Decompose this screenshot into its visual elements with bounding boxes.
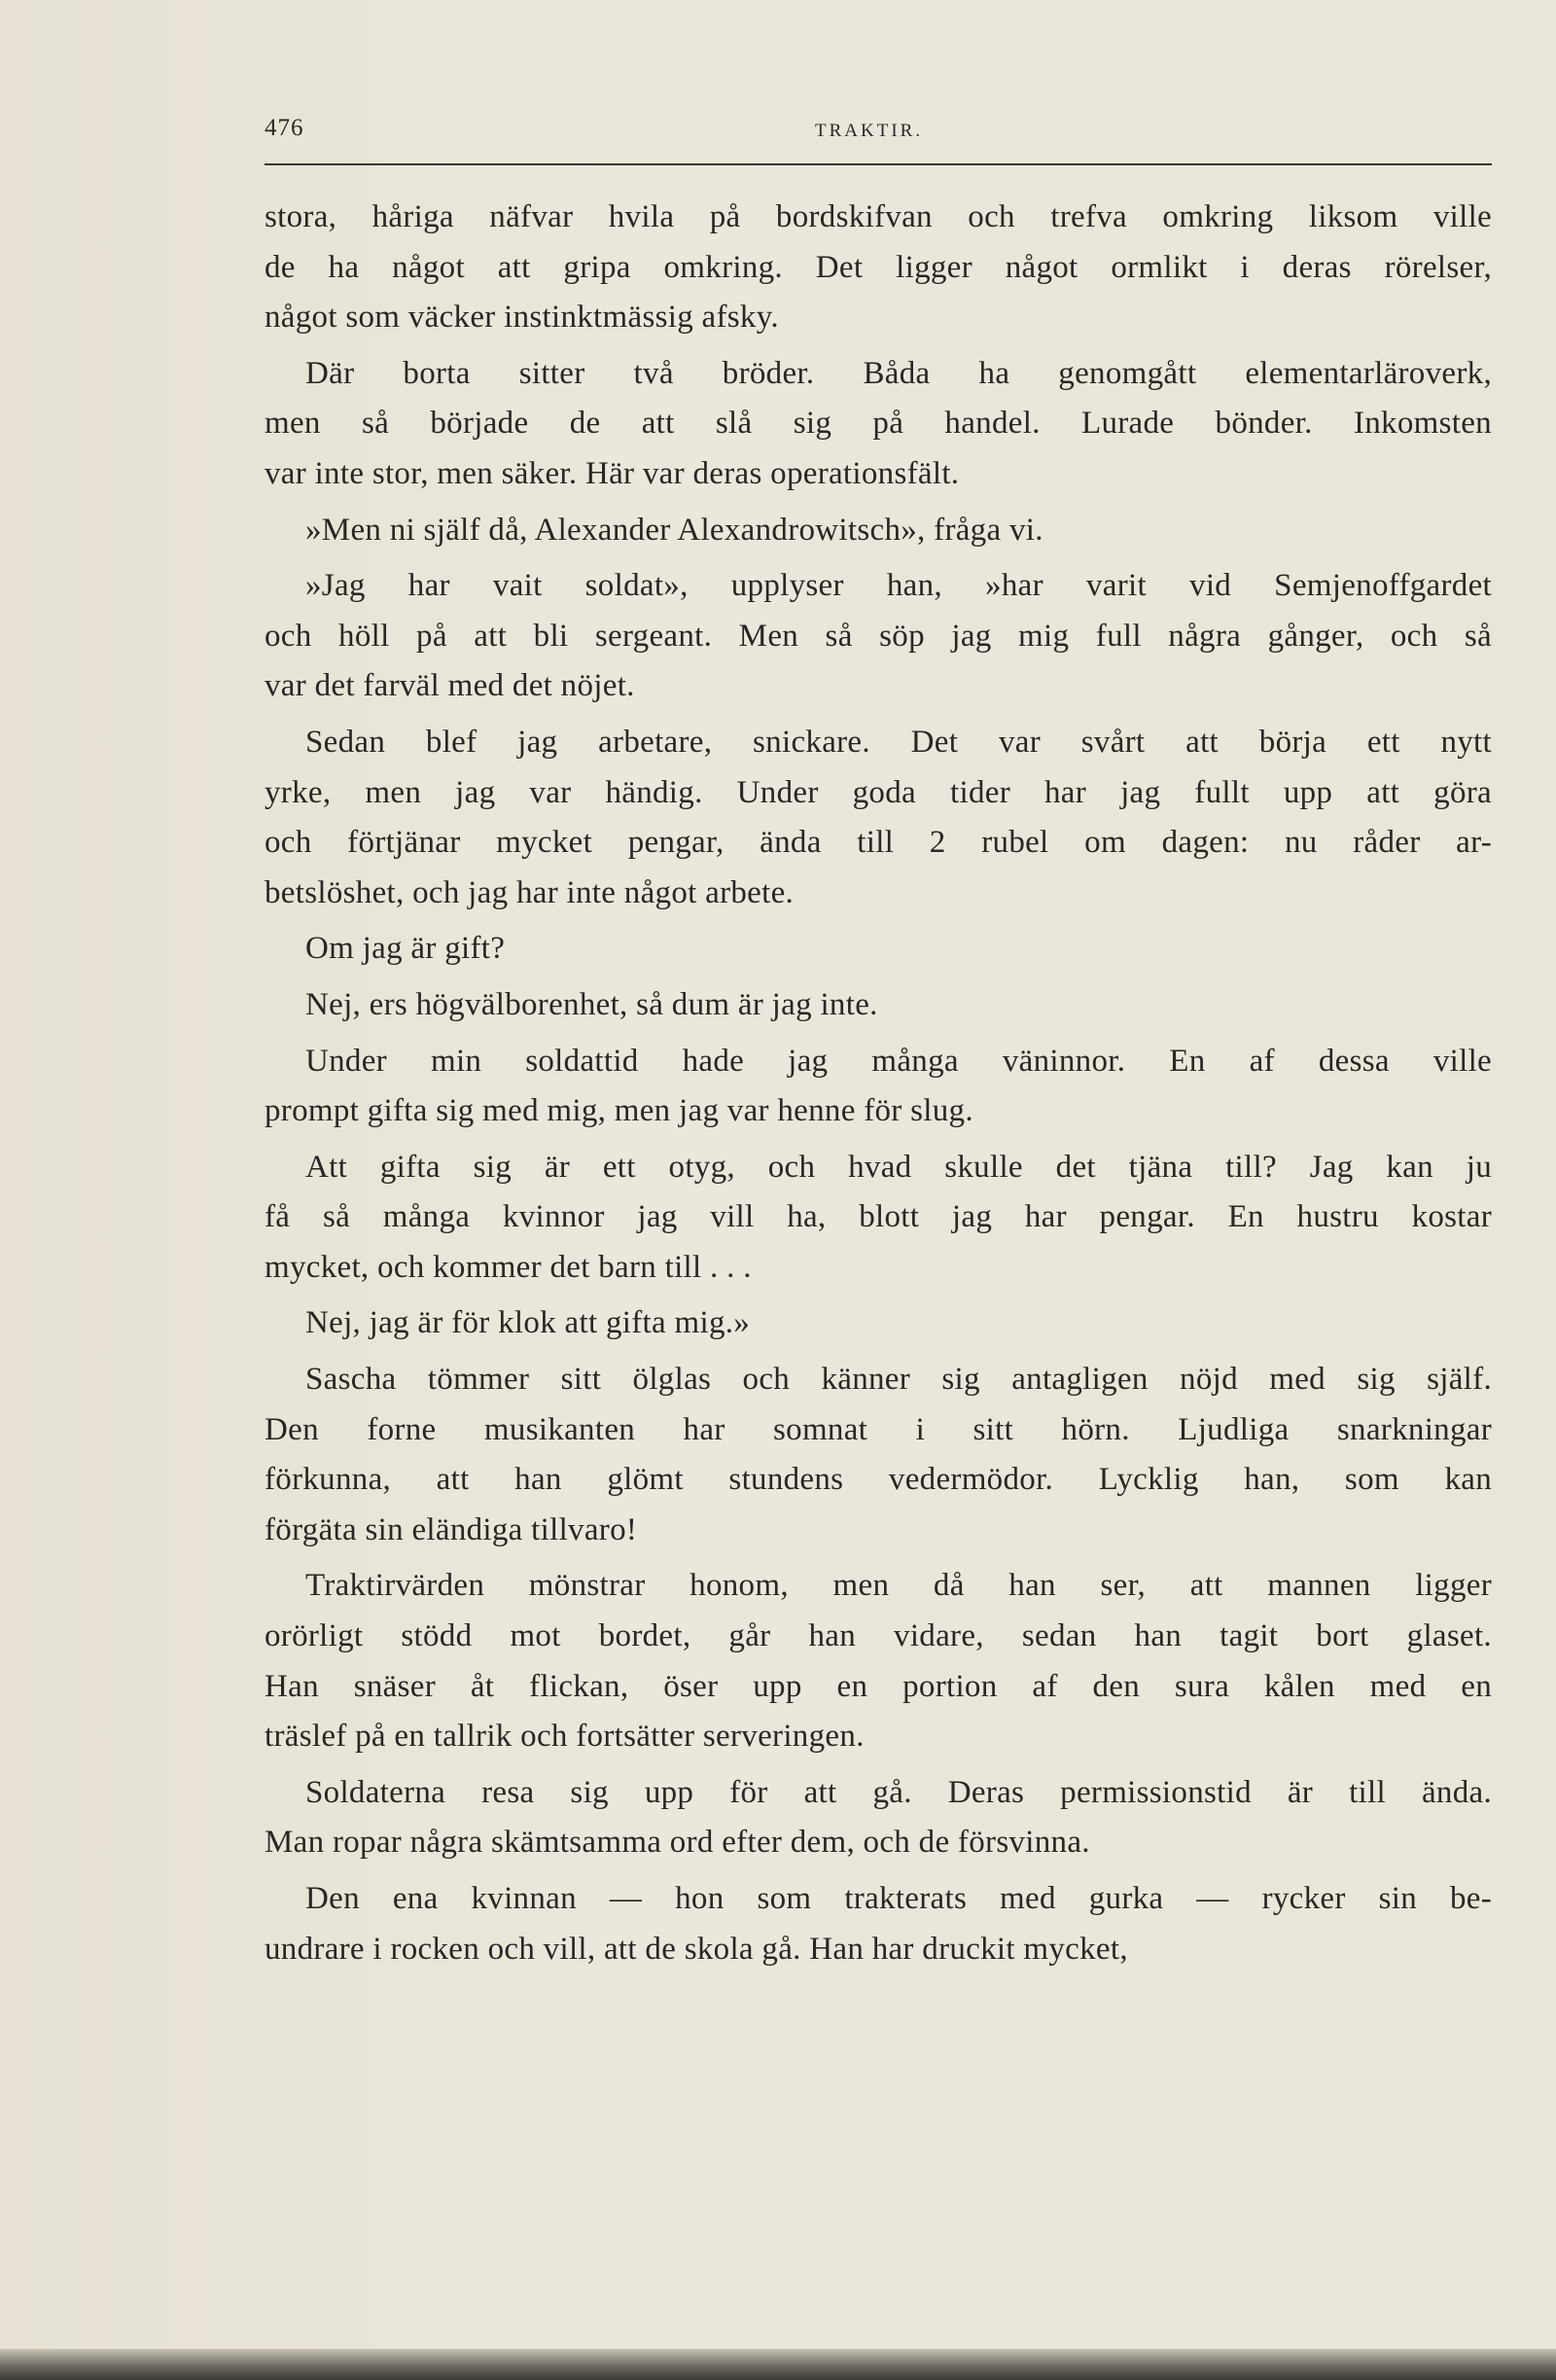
text-line: »Men ni själf då, Alexander Alexandrowitsch», fråga vi. bbox=[305, 512, 1043, 548]
page-number: 476 bbox=[265, 115, 304, 141]
paragraph bbox=[265, 1561, 1492, 1761]
text-line: var det farväl med det nöjet. bbox=[265, 668, 635, 704]
paragraph bbox=[265, 193, 1492, 343]
paragraph bbox=[265, 1355, 1492, 1555]
paragraph bbox=[265, 1874, 1492, 1974]
text-line: undrare i rocken och vill, att de skola gå. Han har druckit mycket, bbox=[265, 1931, 1128, 1967]
text-line: prompt gifta sig med mig, men jag var henne för slug. bbox=[265, 1093, 973, 1129]
text-line: något som väcker instinktmässig afsky. bbox=[265, 300, 779, 336]
text-line: orörligt stödd mot bordet, går han vidare, sedan han tagit bort glaset. bbox=[265, 1618, 1492, 1654]
text-line: Han snäser åt flickan, öser upp en portion af den sura kålen med en bbox=[265, 1668, 1492, 1704]
paragraph bbox=[265, 718, 1492, 918]
text-line: Nej, ers högvälborenhet, så dum är jag inte. bbox=[305, 986, 878, 1022]
text-line: Sascha tömmer sitt ölglas och känner sig antagligen nöjd med sig själf. bbox=[305, 1362, 1492, 1398]
text-line: Man ropar några skämtsamma ord efter dem, och de försvinna. bbox=[265, 1825, 1090, 1861]
paragraph bbox=[265, 1037, 1492, 1137]
text-line: Att gifta sig är ett otyg, och hvad skulle det tjäna till? Jag kan ju bbox=[305, 1149, 1492, 1185]
text-line: betslöshet, och jag har inte något arbete. bbox=[265, 874, 795, 910]
running-title: TRAKTIR. bbox=[815, 121, 924, 141]
text-line: och höll på att bli sergeant. Men så söp jag mig full några gånger, och så bbox=[265, 618, 1492, 654]
text-line: Om jag är gift? bbox=[305, 931, 506, 967]
text-line: Den forne musikanten har somnat i sitt hörn. Ljudliga snarkningar bbox=[265, 1411, 1492, 1447]
paragraph bbox=[265, 1768, 1492, 1868]
text-line: var inte stor, men säker. Här var deras operationsfält. bbox=[265, 455, 960, 491]
page-header bbox=[265, 115, 1492, 163]
paragraph bbox=[265, 561, 1492, 712]
text-line: Där borta sitter två bröder. Båda ha genomgått elementarläroverk, bbox=[305, 355, 1492, 391]
header-rule bbox=[265, 163, 1492, 165]
text-line: Soldaterna resa sig upp för att gå. Deras permissionstid är till ända. bbox=[305, 1774, 1492, 1810]
body-text bbox=[265, 193, 1492, 1980]
text-line: yrke, men jag var händig. Under goda tider har jag fullt upp att göra bbox=[265, 774, 1492, 810]
text-line: Sedan blef jag arbetare, snickare. Det var svårt att börja ett nytt bbox=[305, 724, 1492, 760]
text-line: »Jag har vait soldat», upplyser han, »har varit vid Semjenoffgardet bbox=[305, 568, 1492, 604]
text-line: Traktirvärden mönstrar honom, men då han ser, att mannen ligger bbox=[305, 1568, 1492, 1604]
text-line: Under min soldattid hade jag många väninnor. En af dessa ville bbox=[305, 1043, 1492, 1079]
text-line: förkunna, att han glömt stundens vedermödor. Lycklig han, som kan bbox=[265, 1462, 1492, 1498]
text-line: de ha något att gripa omkring. Det ligger något ormlikt i deras rörelser, bbox=[265, 249, 1492, 285]
paragraph bbox=[265, 1298, 1492, 1349]
text-line: stora, håriga näfvar hvila på bordskifvan och trefva omkring liksom ville bbox=[265, 199, 1492, 234]
text-line: Nej, jag är för klok att gifta mig.» bbox=[305, 1305, 751, 1341]
text-line: mycket, och kommer det barn till . . . bbox=[265, 1249, 752, 1285]
text-line: få så många kvinnor jag vill ha, blott jag har pengar. En hustru kostar bbox=[265, 1199, 1492, 1235]
text-line: förgäta sin eländiga tillvaro! bbox=[265, 1511, 638, 1547]
text-line: och förtjänar mycket pengar, ända till 2 rubel om dagen: nu råder ar- bbox=[265, 825, 1492, 861]
paragraph bbox=[265, 980, 1492, 1031]
text-line: Den ena kvinnan — hon som trakterats med gurka — rycker sin be- bbox=[305, 1881, 1492, 1916]
paragraph bbox=[265, 506, 1492, 556]
paragraph bbox=[265, 1143, 1492, 1294]
text-line: träslef på en tallrik och fortsätter serveringen. bbox=[265, 1719, 865, 1755]
paragraph bbox=[265, 924, 1492, 975]
paragraph bbox=[265, 349, 1492, 500]
text-line: men så började de att slå sig på handel. Lurade bönder. Inkomsten bbox=[265, 406, 1492, 442]
scan-bottom-edge bbox=[0, 2349, 1556, 2380]
